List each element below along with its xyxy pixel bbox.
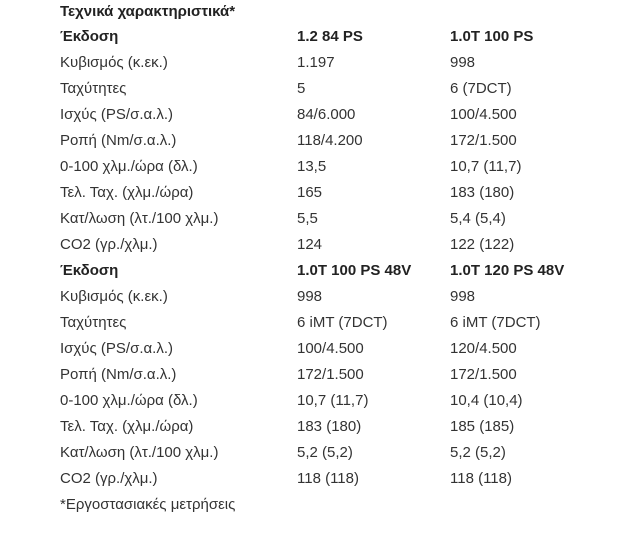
- spec-value: 6 (7DCT): [450, 80, 512, 97]
- table-row: [60, 154, 600, 180]
- spec-value: 100/4.500: [450, 106, 517, 123]
- header-cell: 1.0T 100 PS 48V: [297, 262, 412, 279]
- spec-value: 122 (122): [450, 236, 515, 253]
- specs-document: [60, 0, 600, 518]
- spec-label: CO2 (γρ./χλμ.): [60, 470, 158, 487]
- spec-value: 5,2 (5,2): [297, 444, 353, 461]
- header-cell: Έκδοση: [60, 262, 119, 279]
- table-row: [60, 362, 600, 388]
- table-row: [60, 310, 600, 336]
- table-row: [60, 388, 600, 414]
- spec-value: 10,7 (11,7): [297, 392, 369, 409]
- table-row: [60, 440, 600, 466]
- specs-title: Τεχνικά χαρακτηριστικά*: [60, 3, 236, 20]
- spec-label: Ροπή (Nm/σ.α.λ.): [60, 366, 177, 383]
- spec-value: 118/4.200: [297, 132, 363, 149]
- table-row: [60, 232, 600, 258]
- table-row: [60, 180, 600, 206]
- spec-value: 120/4.500: [450, 340, 517, 357]
- spec-value: 118 (118): [297, 470, 359, 487]
- footnote: *Εργοστασιακές μετρήσεις: [60, 496, 236, 513]
- spec-value: 185 (185): [450, 418, 515, 435]
- table-row: [60, 102, 600, 128]
- spec-value: 998: [450, 288, 476, 305]
- spec-value: 124: [297, 236, 323, 253]
- spec-value: 172/1.500: [450, 132, 517, 149]
- table-row: [60, 466, 600, 492]
- spec-value: 118 (118): [450, 470, 512, 487]
- table-row: [60, 206, 600, 232]
- spec-label: Ισχύς (PS/σ.α.λ.): [60, 340, 173, 357]
- spec-label: Ταχύτητες: [60, 80, 127, 97]
- specs-table: [60, 24, 600, 492]
- header-cell: Έκδοση: [60, 28, 119, 45]
- spec-label: CO2 (γρ./χλμ.): [60, 236, 158, 253]
- spec-label: Ισχύς (PS/σ.α.λ.): [60, 106, 173, 123]
- version-header-row: [60, 24, 600, 50]
- spec-label: Κυβισμός (κ.εκ.): [60, 288, 168, 305]
- spec-value: 6 iMT (7DCT): [297, 314, 388, 331]
- table-row: [60, 128, 600, 154]
- spec-value: 1.197: [297, 54, 335, 71]
- table-row: [60, 284, 600, 310]
- spec-value: 5,5: [297, 210, 318, 227]
- table-row: [60, 76, 600, 102]
- spec-label: Κατ/λωση (λτ./100 χλμ.): [60, 210, 219, 227]
- spec-value: 10,7 (11,7): [450, 158, 522, 175]
- spec-value: 998: [450, 54, 476, 71]
- version-header-row: [60, 258, 600, 284]
- spec-value: 10,4 (10,4): [450, 392, 523, 409]
- table-row: [60, 50, 600, 76]
- spec-label: Κυβισμός (κ.εκ.): [60, 54, 168, 71]
- spec-label: Κατ/λωση (λτ./100 χλμ.): [60, 444, 219, 461]
- spec-value: 84/6.000: [297, 106, 356, 123]
- spec-label: Ροπή (Nm/σ.α.λ.): [60, 132, 177, 149]
- table-row: [60, 336, 600, 362]
- spec-value: 5: [297, 80, 306, 97]
- spec-label: 0-100 χλμ./ώρα (δλ.): [60, 158, 198, 175]
- header-cell: 1.0T 100 PS: [450, 28, 534, 45]
- spec-value: 165: [297, 184, 323, 201]
- spec-label: Τελ. Ταχ. (χλμ./ώρα): [60, 184, 194, 201]
- spec-value: 5,4 (5,4): [450, 210, 506, 227]
- spec-label: 0-100 χλμ./ώρα (δλ.): [60, 392, 198, 409]
- spec-label: Ταχύτητες: [60, 314, 127, 331]
- spec-value: 172/1.500: [297, 366, 364, 383]
- spec-value: 100/4.500: [297, 340, 364, 357]
- header-cell: 1.2 84 PS: [297, 28, 363, 45]
- spec-value: 6 iMT (7DCT): [450, 314, 541, 331]
- header-cell: 1.0T 120 PS 48V: [450, 262, 565, 279]
- spec-value: 5,2 (5,2): [450, 444, 506, 461]
- spec-value: 183 (180): [297, 418, 362, 435]
- spec-value: 172/1.500: [450, 366, 517, 383]
- spec-value: 998: [297, 288, 323, 305]
- spec-value: 183 (180): [450, 184, 515, 201]
- table-row: [60, 414, 600, 440]
- spec-label: Τελ. Ταχ. (χλμ./ώρα): [60, 418, 194, 435]
- spec-value: 13,5: [297, 158, 327, 175]
